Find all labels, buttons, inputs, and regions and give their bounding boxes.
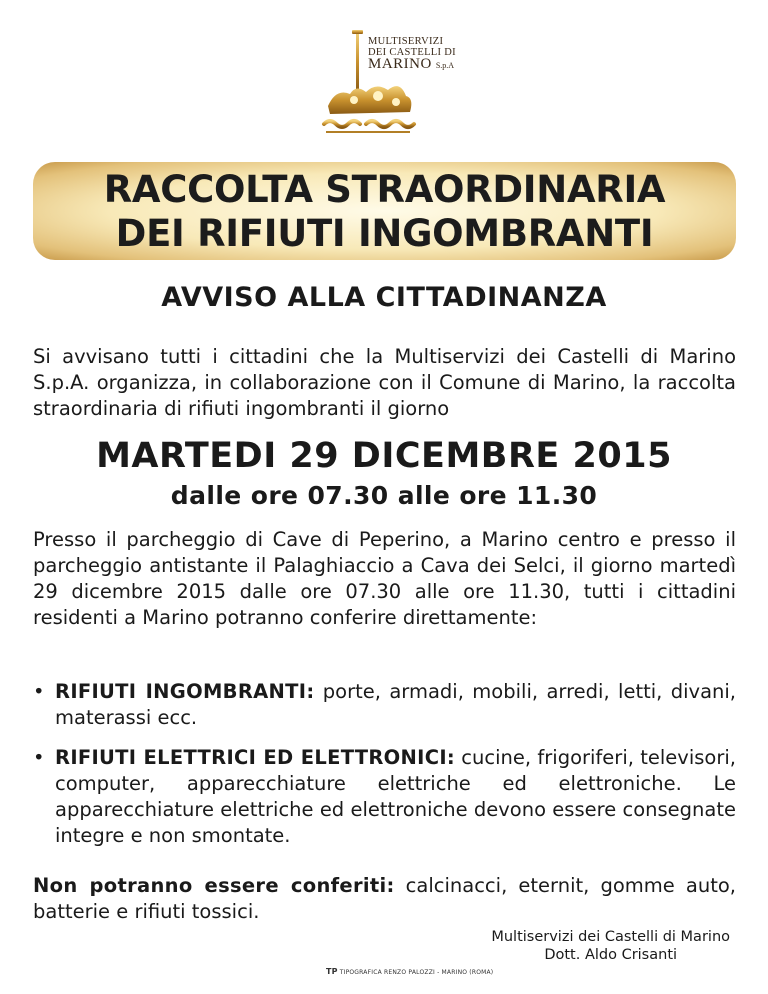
list-item-label: RIFIUTI ELETTRICI ED ELETTRONICI: bbox=[55, 746, 455, 769]
exclusions-paragraph bbox=[33, 873, 736, 925]
signature-name: Dott. Aldo Crisanti bbox=[544, 947, 678, 963]
intro-paragraph: Si avvisano tutti i cittadini che la Multiservizi dei Castelli di Marino S.p.A. organizza, in collaborazione con il Comune di Marino, la raccolta straordinaria di rifiuti ingombranti il giorno bbox=[33, 345, 736, 420]
list-item-label: RIFIUTI INGOMBRANTI: bbox=[55, 680, 315, 703]
list-item-text: porte, armadi, mobili, arredi, letti, divani, materassi ecc. bbox=[55, 680, 736, 729]
list-item-content bbox=[55, 745, 736, 849]
signature-org: Multiservizi dei Castelli di Marino bbox=[491, 929, 730, 945]
exclusions-text: calcinacci, eternit, gomme auto, batterie e rifiuti tossici. bbox=[33, 874, 736, 923]
list-item bbox=[33, 679, 736, 731]
details-paragraph: Presso il parcheggio di Cave di Peperino, a Marino centro e presso il parcheggio antistante il Palaghiaccio a Cava dei Selci, il giorno martedì 29 dicembre 2015 dalle ore 07.30 alle ore 11.30, tutti i cittadini residenti a Marino potranno conferire direttamente: bbox=[33, 528, 736, 629]
printer-mark: TP bbox=[326, 967, 338, 976]
logo-suffix: S.p.A bbox=[435, 61, 455, 70]
signature bbox=[491, 928, 730, 964]
logo-line-3: MARINO bbox=[368, 56, 432, 72]
main-title bbox=[33, 168, 736, 256]
logo-line-1: MULTISERVIZI bbox=[368, 36, 444, 47]
event-time: dalle ore 07.30 alle ore 11.30 bbox=[170, 481, 598, 510]
main-title-line-2: DEI RIFIUTI INGOMBRANTI bbox=[115, 212, 654, 255]
bullet-icon: • bbox=[33, 680, 45, 703]
bullet-icon: • bbox=[33, 746, 45, 769]
notice-subtitle: AVVISO ALLA CITTADINANZA bbox=[161, 282, 607, 313]
list-item bbox=[33, 745, 736, 849]
printer-credit bbox=[326, 967, 493, 976]
list-item-content bbox=[55, 679, 736, 731]
printer-text: TIPOGRAFICA RENZO PALOZZI - MARINO (ROMA) bbox=[339, 969, 494, 976]
list-item-text: cucine, frigoriferi, televisori, computer, apparecchiature elettriche ed elettroniche. Le apparecchiature elettriche ed elettroniche devono essere consegnate integre e non smontate. bbox=[55, 746, 736, 847]
exclusions-label: Non potranno essere conferiti: bbox=[33, 874, 395, 897]
logo-line-2: DEI CASTELLI DI bbox=[368, 47, 456, 58]
event-date: MARTEDI 29 DICEMBRE 2015 bbox=[96, 436, 672, 476]
main-title-line-1: RACCOLTA STRAORDINARIA bbox=[103, 168, 666, 211]
logo-wordmark bbox=[368, 36, 456, 71]
